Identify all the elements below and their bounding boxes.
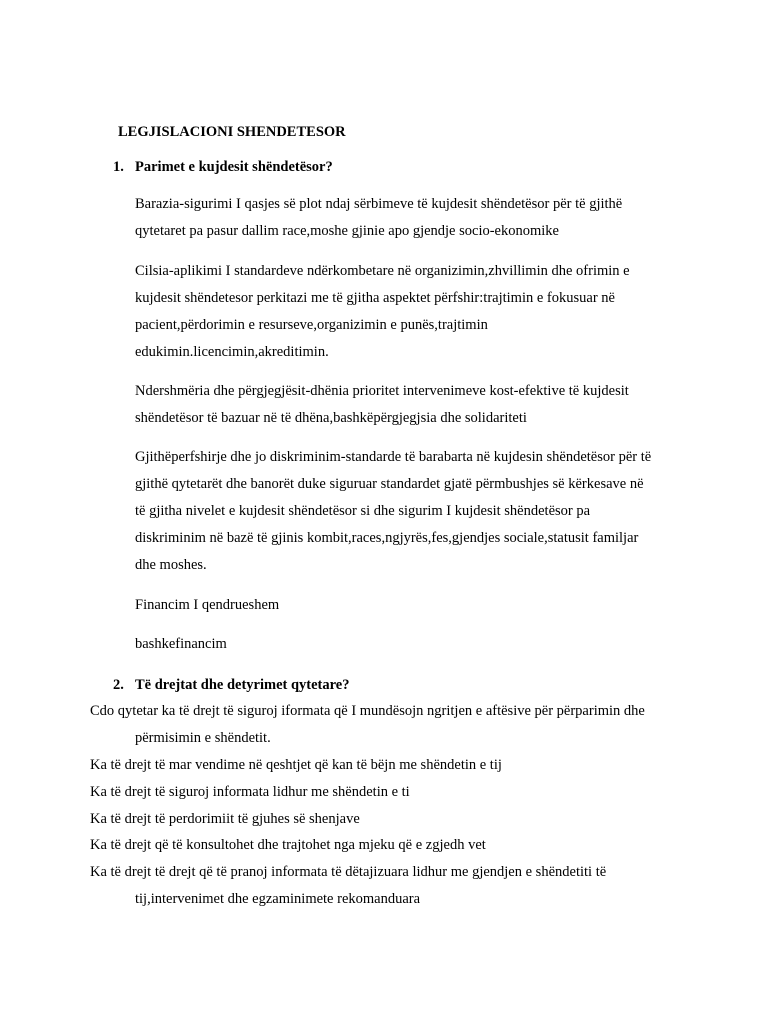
- paragraph-financim: [135, 592, 680, 619]
- paragraph-line: Cilsia-aplikimi I standardeve ndërkombetare në organizimin,zhvillimin dhe ofrimin e: [135, 263, 630, 279]
- paragraph-line: diskriminim në bazë të gjinis kombit,races,ngjyrës,fes,gjendjes sociale,statusit familjar: [135, 530, 639, 546]
- list-item-konsultim: [90, 832, 486, 859]
- document-title: LEGJISLACIONI SHENDETESOR: [118, 124, 346, 140]
- section-2-number: 2.: [113, 677, 124, 693]
- paragraph-gjitheperfshirje: [135, 444, 680, 579]
- list-item-vendime: [90, 752, 502, 779]
- list-item-cdo-qytetar: [90, 698, 645, 752]
- paragraph-line: Financim I qendrueshem: [135, 597, 280, 613]
- paragraph-line: dhe moshes.: [135, 557, 207, 573]
- paragraph-bashkefinancim: [135, 631, 680, 658]
- paragraph-line: bashkefinancim: [135, 636, 227, 652]
- paragraph-line: kujdesit shëndetesor perkitazi me të gjitha aspektet përfshir:trajtimin e fokusuar në: [135, 290, 615, 306]
- list-item-informata-detajizuara: [90, 859, 606, 913]
- paragraph-line: edukimin.licencimin,akreditimin.: [135, 344, 329, 360]
- list-item-text: Cdo qytetar ka të drejt të siguroj iformata që I mundësojn ngritjen e aftësive për përparimin dhe: [90, 703, 645, 719]
- paragraph-ndershmeria: [135, 378, 680, 432]
- paragraph-line: Barazia-sigurimi I qasjes së plot ndaj sërbimeve të kujdesit shëndetësor për të gjithë: [135, 196, 623, 212]
- list-item-continuation: përmisimin e shëndetit.: [135, 730, 271, 746]
- paragraph-line: Gjithëperfshirje dhe jo diskriminim-standarde të barabarta në kujdesin shëndetësor për të: [135, 449, 652, 465]
- list-item-continuation: tij,intervenimet dhe egzaminimete rekomanduara: [135, 891, 421, 907]
- paragraph-line: Ndershmëria dhe përgjegjësit-dhënia prioritet intervenimeve kost-efektive të kujdesit: [135, 383, 629, 399]
- list-item-text: Ka të drejt të drejt që të pranoj informata të dëtajizuara lidhur me gjendjen e shëndetiti të: [90, 864, 607, 880]
- list-item-text: Ka të drejt të mar vendime në qeshtjet që kan të bëjn me shëndetin e tij: [90, 757, 502, 773]
- paragraph-barazia: [135, 191, 680, 245]
- section-1-heading: Parimet e kujdesit shëndetësor?: [135, 159, 333, 175]
- paragraph-line: shëndetësor të bazuar në të dhëna,bashkëpërgjegjsia dhe solidariteti: [135, 410, 527, 426]
- list-item-text: Ka të drejt të perdorimiit të gjuhes së shenjave: [90, 811, 360, 827]
- paragraph-line: gjithë qytetarët dhe banorët duke siguruar standardet gjatë përmbushjes së kërkesave në: [135, 476, 644, 492]
- list-item-informata: [90, 779, 410, 806]
- list-item-gjuha-shenjave: [90, 806, 360, 833]
- paragraph-line: të gjitha nivelet e kujdesit shëndetësor si dhe sigurim I kujdesit shëndetësor pa: [135, 503, 591, 519]
- section-2-heading: Të drejtat dhe detyrimet qytetare?: [135, 677, 350, 693]
- paragraph-line: pacient,përdorimin e resurseve,organizimin e punës,trajtimin: [135, 317, 488, 333]
- section-1-number: 1.: [113, 159, 124, 175]
- paragraph-cilsia: [135, 258, 680, 366]
- list-item-text: Ka të drejt të siguroj informata lidhur me shëndetin e ti: [90, 784, 410, 800]
- list-item-text: Ka të drejt që të konsultohet dhe trajtohet nga mjeku që e zgjedh vet: [90, 837, 486, 853]
- paragraph-line: qytetaret pa pasur dallim race,moshe gjinie apo gjendje socio-ekonomike: [135, 223, 559, 239]
